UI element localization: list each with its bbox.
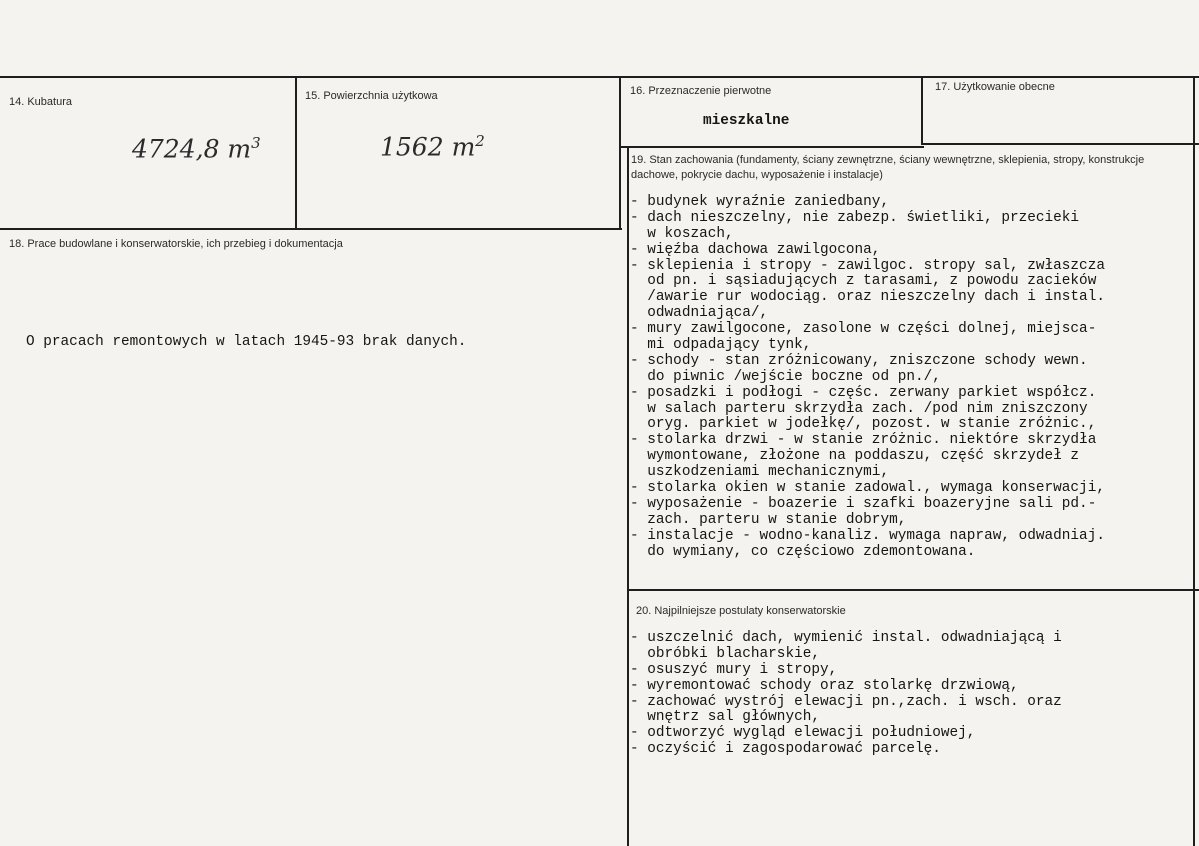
typed-line: - wyremontować schody oraz stolarkę drzwiową,	[630, 677, 1019, 694]
divider-16-bottom	[620, 146, 924, 148]
typed-line: - odtworzyć wygląd elewacji południowej,	[630, 725, 976, 742]
przeznaczenie-value: mieszkalne	[703, 113, 790, 129]
powierzchnia-value	[380, 132, 485, 161]
typed-line: - stolarka drzwi - w stanie zróżnic. niektóre skrzydła	[630, 432, 1097, 449]
typed-line: - instalacje - wodno-kanaliz. wymaga napraw, odwadniaj.	[630, 527, 1105, 544]
typed-line: - dach nieszczelny, nie zabezp. świetliki, przecieki	[630, 209, 1080, 226]
typed-line: do piwnic /wejście boczne od pn./,	[630, 368, 941, 385]
uzytkowanie-label: 17. Użytkowanie obecne	[935, 81, 1055, 93]
prace-label: 18. Prace budowlane i konserwatorskie, ich przebieg i dokumentacja	[9, 238, 343, 250]
divider-14-15-bottom	[0, 228, 622, 230]
typed-line: - mury zawilgocone, zasolone w części dolnej, miejsca-	[630, 321, 1097, 338]
prace-value: O pracach remontowych w latach 1945-93 brak danych.	[26, 334, 467, 350]
typed-line: - posadzki i podłogi - częśc. zerwany parkiet współcz.	[630, 384, 1097, 401]
typed-line: - stolarka okien w stanie zadowal., wymaga konserwacji,	[630, 480, 1105, 497]
stan-zachowania-list	[630, 195, 1105, 560]
typed-line: wymontowane, złożone na poddaszu, część skrzydeł z	[630, 448, 1080, 465]
typed-line: w koszach,	[630, 225, 734, 242]
typed-line: obróbki blacharskie,	[630, 645, 820, 662]
powierzchnia-label: 15. Powierzchnia użytkowa	[305, 90, 438, 102]
kubatura-value-exponent: 3	[251, 134, 261, 152]
typed-line: /awarie rur wodociąg. oraz nieszczelny dach i instal.	[630, 289, 1105, 306]
kubatura-value-text: 4724,8 m	[132, 134, 252, 164]
typed-line: - zachować wystrój elewacji pn.,zach. i wsch. oraz	[630, 693, 1062, 710]
typed-line: - budynek wyraźnie zaniedbany,	[630, 194, 890, 210]
typed-line: zach. parteru w stanie dobrym,	[630, 511, 907, 528]
typed-line: - osuszyć mury i stropy,	[630, 661, 838, 678]
typed-line: od pn. i sąsiadujących z tarasami, z powodu zacieków	[630, 273, 1097, 290]
typed-line: - sklepienia i stropy - zawilgoc. stropy sal, zwłaszcza	[630, 257, 1105, 274]
typed-line: - schody - stan zróżnicowany, zniszczone schody wewn.	[630, 352, 1088, 369]
przeznaczenie-label: 16. Przeznaczenie pierwotne	[630, 85, 772, 97]
top-border-line	[0, 76, 1199, 78]
typed-line: odwadniająca/,	[630, 305, 769, 322]
vline-18-19	[627, 148, 629, 846]
vline-14-15	[295, 78, 297, 229]
typed-line: w salach parteru skrzydła zach. /pod nim zniszczony	[630, 400, 1088, 417]
typed-line: - wyposażenie - boazerie i szafki boazeryjne sali pd.-	[630, 495, 1097, 512]
typed-line: uszkodzeniami mechanicznymi,	[630, 464, 890, 481]
postulaty-list	[630, 631, 1062, 758]
stan-zachowania-label: 19. Stan zachowania (fundamenty, ściany zewnętrzne, ściany wewnętrzne, sklepienia, stropy, konstrukcje dachowe, pokrycie dachu, wyposażenie i instalacje)	[631, 154, 1145, 181]
vline-15-16	[619, 78, 621, 229]
kubatura-value	[132, 134, 261, 163]
divider-19-bottom	[628, 589, 1199, 591]
typed-line: - oczyścić i zagospodarować parcelę.	[630, 741, 941, 758]
typed-line: do wymiany, co częściowo zdemontowana.	[630, 543, 976, 560]
typed-line: oryg. parkiet w jodełkę/, pozost. w stanie zróżnic.,	[630, 416, 1097, 433]
powierzchnia-value-exponent: 2	[475, 132, 485, 150]
typed-line: wnętrz sal głównych,	[630, 709, 820, 726]
vline-16-17	[921, 78, 923, 145]
kubatura-label: 14. Kubatura	[9, 96, 72, 108]
powierzchnia-value-text: 1562 m	[380, 132, 476, 162]
typed-line: mi odpadający tynk,	[630, 337, 812, 354]
typed-line: - więźba dachowa zawilgocona,	[630, 241, 881, 258]
typed-line: - uszczelnić dach, wymienić instal. odwadniającą i	[630, 630, 1062, 646]
vline-right-edge	[1193, 78, 1195, 846]
postulaty-label: 20. Najpilniejsze postulaty konserwatorskie	[636, 605, 846, 617]
divider-17-bottom	[922, 143, 1199, 145]
